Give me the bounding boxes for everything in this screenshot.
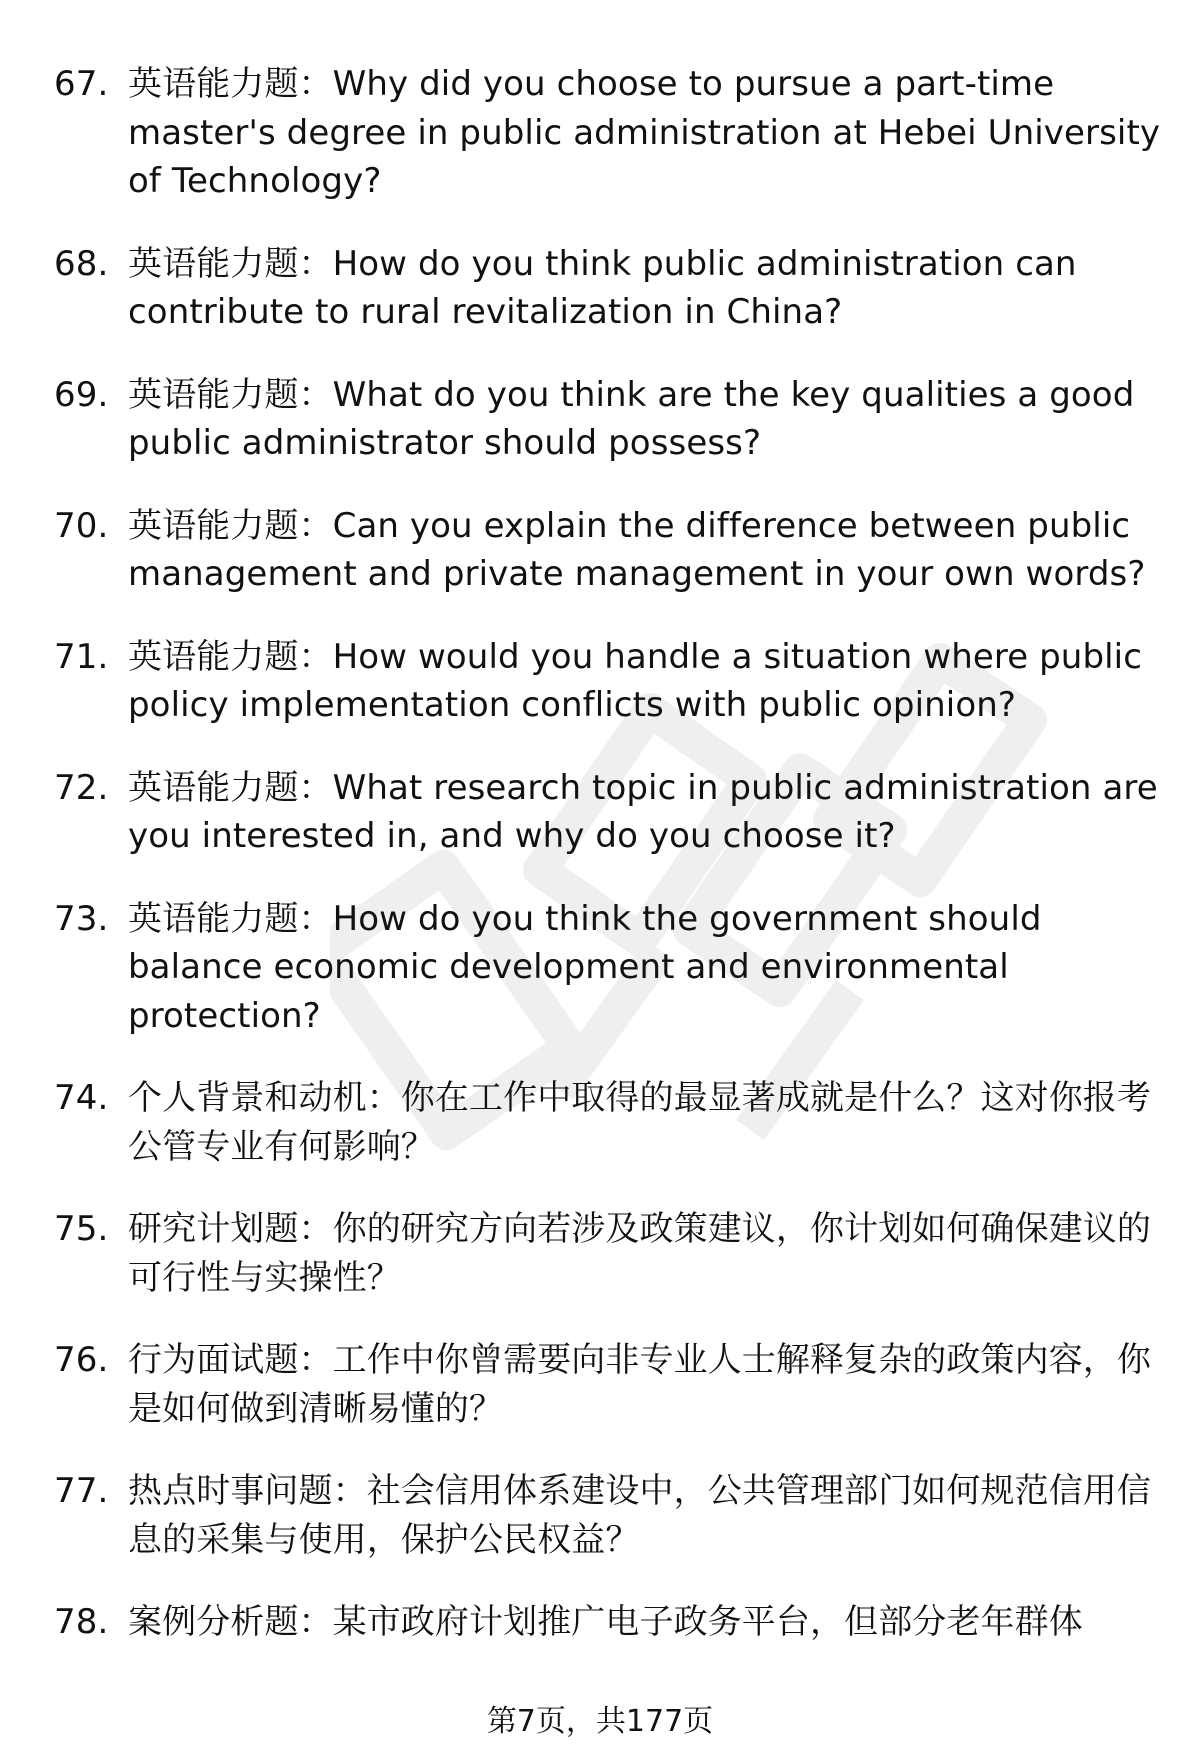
question-text: 英语能力题：How would you handle a situation where public policy implementation conflicts with public opinion? [128, 636, 1143, 725]
question-list [54, 60, 1164, 1681]
question-number: 75. [54, 1209, 109, 1249]
question-item-70 [54, 502, 1164, 599]
question-item-72 [54, 764, 1164, 861]
question-number: 67. [54, 64, 109, 104]
question-number: 74. [54, 1078, 109, 1118]
question-number: 70. [54, 505, 109, 546]
question-number: 68. [54, 243, 109, 284]
question-item-78 [54, 1598, 1164, 1647]
question-text: 英语能力题：How do you think the government should balance economic development and environmental protection? [128, 898, 1042, 1036]
question-number: 78. [54, 1602, 109, 1642]
question-text: 案例分析题：某市政府计划推广电子政务平台，但部分老年群体 [128, 1602, 1083, 1642]
question-text: 研究计划题：你的研究方向若涉及政策建议，你计划如何确保建议的可行性与实操性？ [128, 1209, 1151, 1298]
question-text: 英语能力题：How do you think public administration can contribute to rural revitalization in China? [128, 243, 1077, 332]
question-item-69 [54, 371, 1164, 468]
question-item-67 [54, 60, 1164, 206]
question-number: 76. [54, 1340, 109, 1380]
page-number-label: 第7页，共177页 [486, 1704, 714, 1739]
question-item-68 [54, 240, 1164, 337]
question-item-73 [54, 895, 1164, 1041]
question-item-76 [54, 1336, 1164, 1433]
question-item-74 [54, 1074, 1164, 1171]
question-number: 71. [54, 636, 109, 677]
question-number: 77. [54, 1471, 109, 1511]
question-text: 个人背景和动机：你在工作中取得的最显著成就是什么？这对你报考公管专业有何影响？ [128, 1078, 1151, 1167]
question-text: 英语能力题：Can you explain the difference between public management and private management in your own words? [128, 505, 1146, 594]
question-number: 69. [54, 374, 109, 415]
question-item-77 [54, 1467, 1164, 1564]
question-item-75 [54, 1205, 1164, 1302]
question-text: 英语能力题：What do you think are the key qualities a good public administrator should possess? [128, 374, 1135, 463]
question-text: 行为面试题：工作中你曾需要向非专业人士解释复杂的政策内容，你是如何做到清晰易懂的？ [128, 1340, 1151, 1429]
page-footer [0, 1702, 1200, 1742]
question-text: 热点时事问题：社会信用体系建设中，公共管理部门如何规范信用信息的采集与使用，保护公民权益？ [128, 1471, 1151, 1560]
question-item-71 [54, 633, 1164, 730]
question-number: 72. [54, 767, 109, 808]
question-text: 英语能力题：What research topic in public administration are you interested in, and why do you choose it? [128, 767, 1158, 856]
question-number: 73. [54, 898, 109, 939]
question-text: 英语能力题：Why did you choose to pursue a part-time master's degree in public administration at Hebei University of Technology? [128, 64, 1161, 201]
